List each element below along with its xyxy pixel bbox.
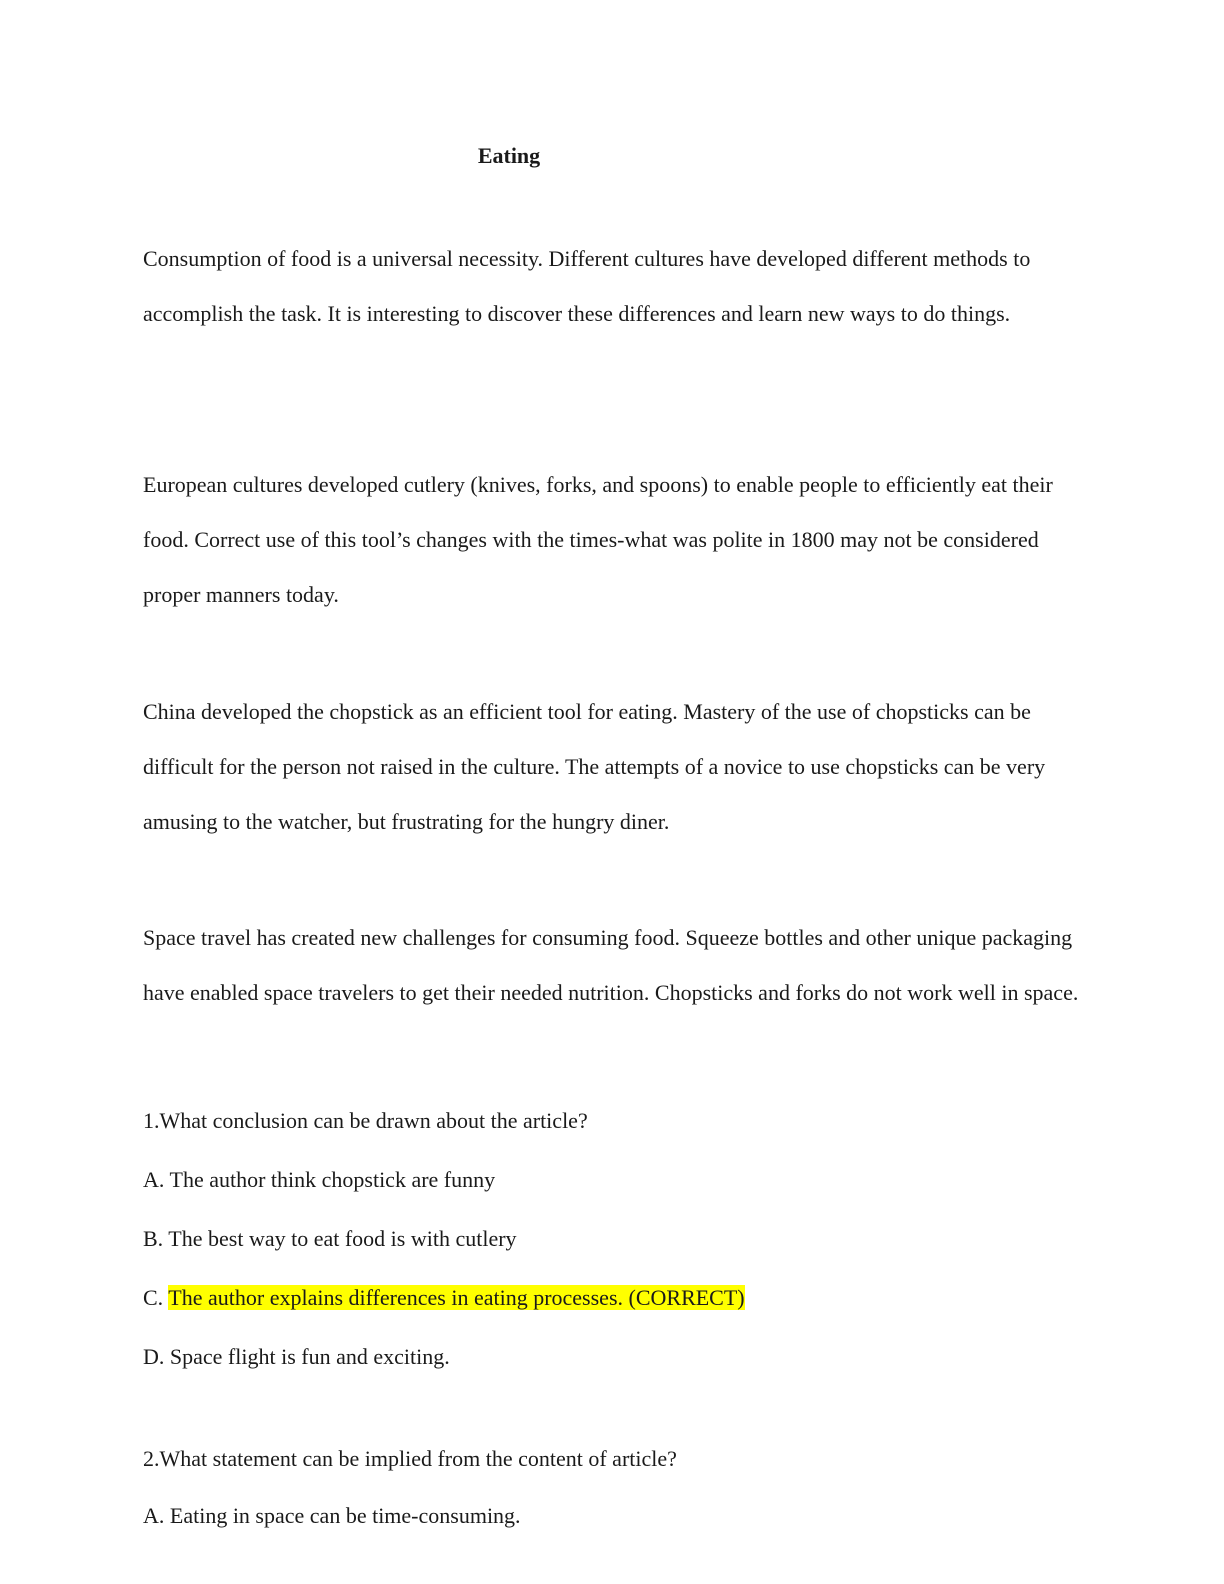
paragraph-europe: European cultures developed cutlery (knives, forks, and spoons) to enable people to efficiently eat their food. Correct use of this tool’s changes with the times-what was polite in 1800 may not be considered proper manners today. [143,472,1053,607]
option-text: The author think chopstick are funny [169,1167,496,1192]
question-1-option-a [143,1165,495,1195]
question-2-prompt: 2.What statement can be implied from the content of article? [143,1446,677,1471]
paragraph-china: China developed the chopstick as an efficient tool for eating. Mastery of the use of chopsticks can be difficult for the person not raised in the culture. The attempts of a novice to use chopsticks can be very amusing to the watcher, but frustrating for the hungry diner. [143,699,1046,834]
question-1-option-d [143,1342,450,1372]
option-letter: D. [143,1344,165,1369]
paragraph-intro: Consumption of food is a universal necessity. Different cultures have developed different methods to accomplish the task. It is interesting to discover these differences and learn new ways to do things. [143,246,1031,326]
option-text: Eating in space can be time-consuming. [169,1503,521,1528]
question-2-option-a [143,1501,521,1531]
paragraph-space: Space travel has created new challenges for consuming food. Squeeze bottles and other unique packaging have enabled space travelers to get their needed nutrition. Chopsticks and forks do not work well in space. [143,925,1079,1005]
option-text: The best way to eat food is with cutlery [168,1226,517,1251]
option-letter: B. [143,1226,164,1251]
document-title: Eating [477,143,541,168]
option-letter: C. [143,1285,164,1310]
option-text: Space flight is fun and exciting. [169,1344,450,1369]
highlighted-answer-text: The author explains differences in eating processes. (CORRECT) [168,1285,745,1310]
option-letter: A. [143,1167,165,1192]
option-letter: A. [143,1503,165,1528]
question-1-option-b [143,1224,517,1254]
question-1-option-c [143,1283,745,1313]
question-1-prompt: 1.What conclusion can be drawn about the article? [143,1108,588,1133]
